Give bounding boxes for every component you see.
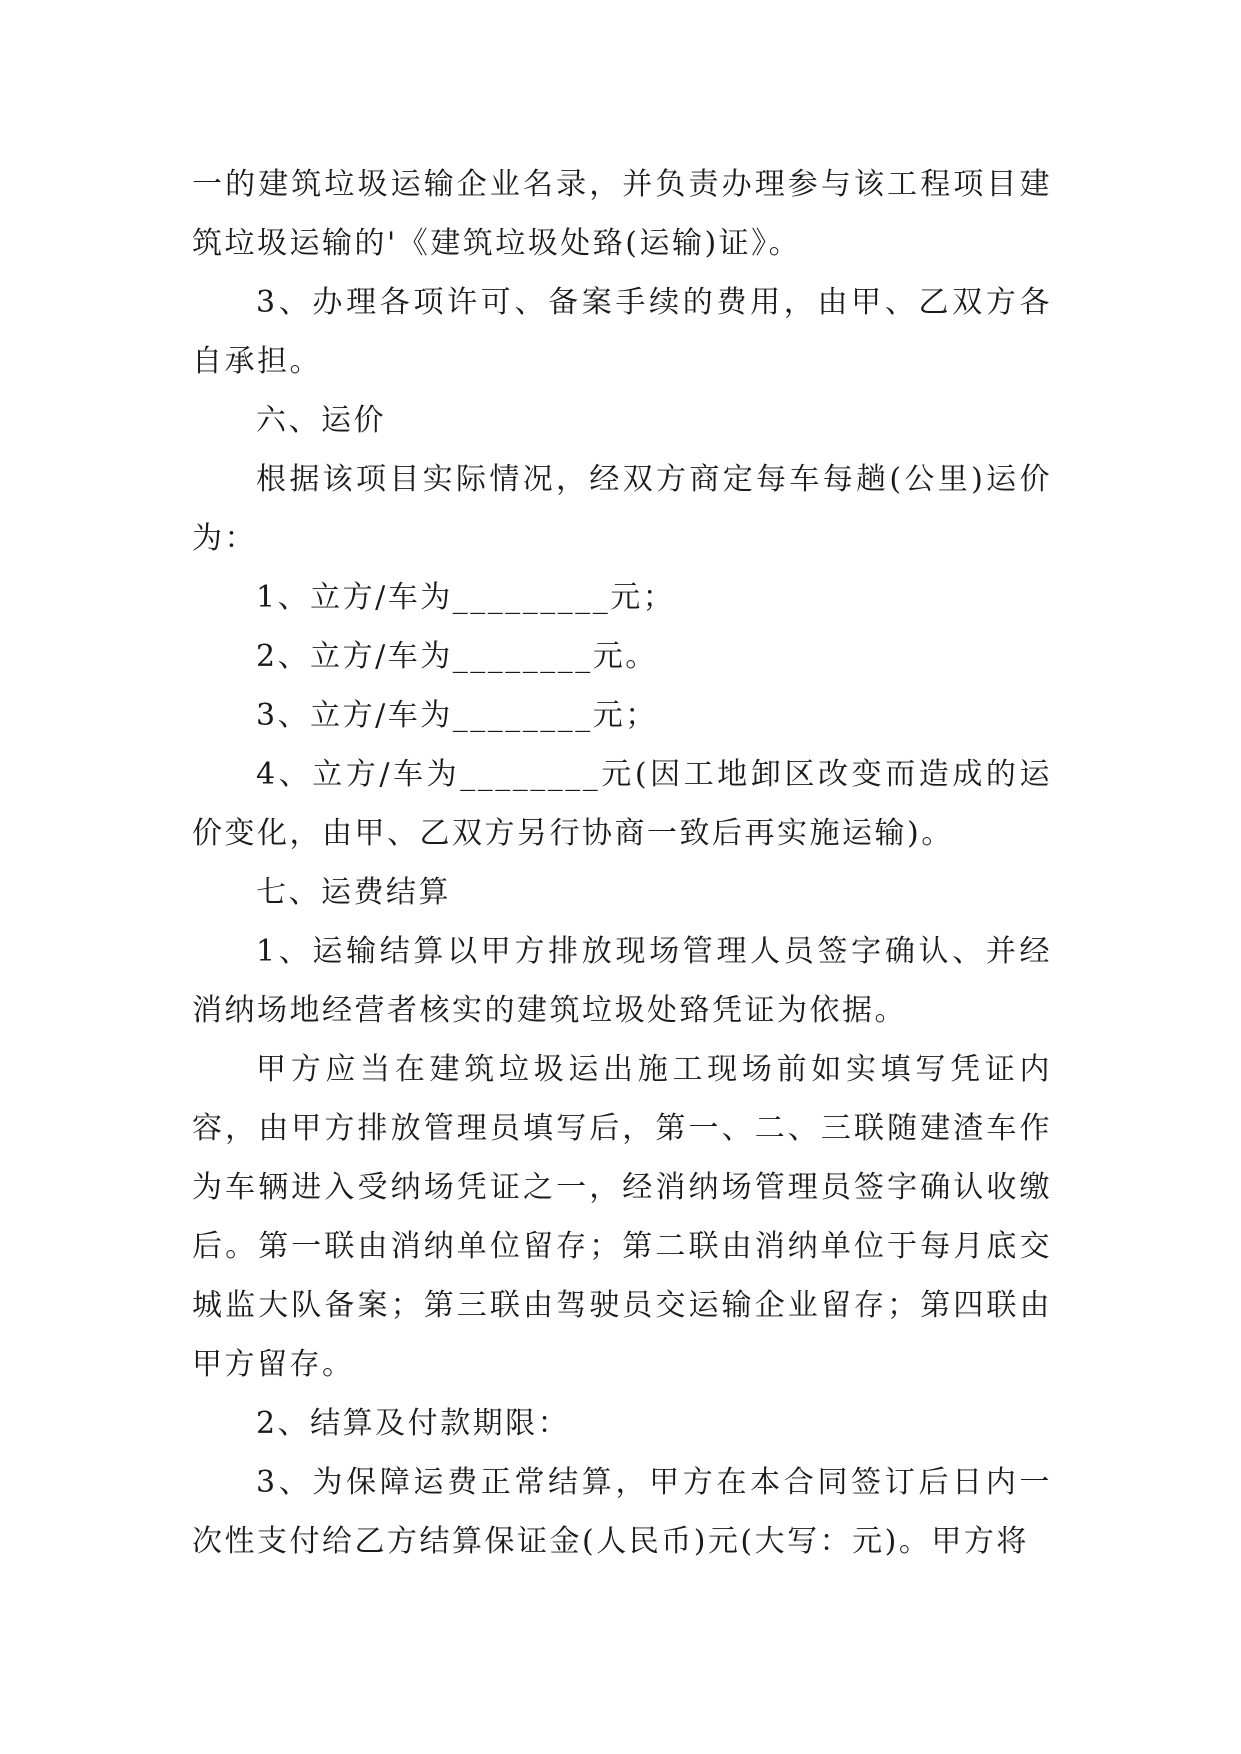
paragraph-6: 2、结算及付款期限：: [256, 1406, 571, 1441]
price-item-2: 2、立方/车为________元。: [256, 639, 658, 674]
paragraph-5: 甲方应当在建筑垃圾运出施工现场前如实填写凭证内容，由甲方排放管理员填写后，第一、二、三联随建渣车作为车辆进入受纳场凭证之一，经消纳场管理员签字确认收缴后。第一联由消纳单位留存；第二联由消纳单位于每月底交城监大队备案；第三联由驾驶员交运输企业留存；第四联由甲方留存。: [192, 1052, 1052, 1382]
paragraph-2: 3、办理各项许可、备案手续的费用，由甲、乙双方各自承担。: [192, 285, 1052, 379]
price-item-3: 3、立方/车为________元；: [256, 698, 658, 733]
price-item-4: 4、立方/车为________元(因工地卸区改变而造成的运价变化，由甲、乙双方另行协商一致后再实施运输)。: [192, 757, 1052, 851]
price-item-1: 1、立方/车为_________元；: [256, 580, 676, 615]
section-heading-6: 六、运价: [256, 403, 386, 438]
paragraph-1: 一的建筑垃圾运输企业名录，并负责办理参与该工程项目建筑垃圾运输的'《建筑垃圾处臵(运输)证》。: [192, 167, 1052, 261]
paragraph-7: 3、为保障运费正常结算，甲方在本合同签订后日内一次性支付给乙方结算保证金(人民币)元(大写：元)。甲方将: [192, 1465, 1052, 1559]
paragraph-4: 1、运输结算以甲方排放现场管理人员签字确认、并经消纳场地经营者核实的建筑垃圾处臵凭证为依据。: [192, 934, 1052, 1028]
section-heading-7: 七、运费结算: [256, 875, 451, 910]
paragraph-3: 根据该项目实际情况，经双方商定每车每趟(公里)运价为：: [192, 462, 1052, 556]
document-body: [192, 155, 1052, 1571]
